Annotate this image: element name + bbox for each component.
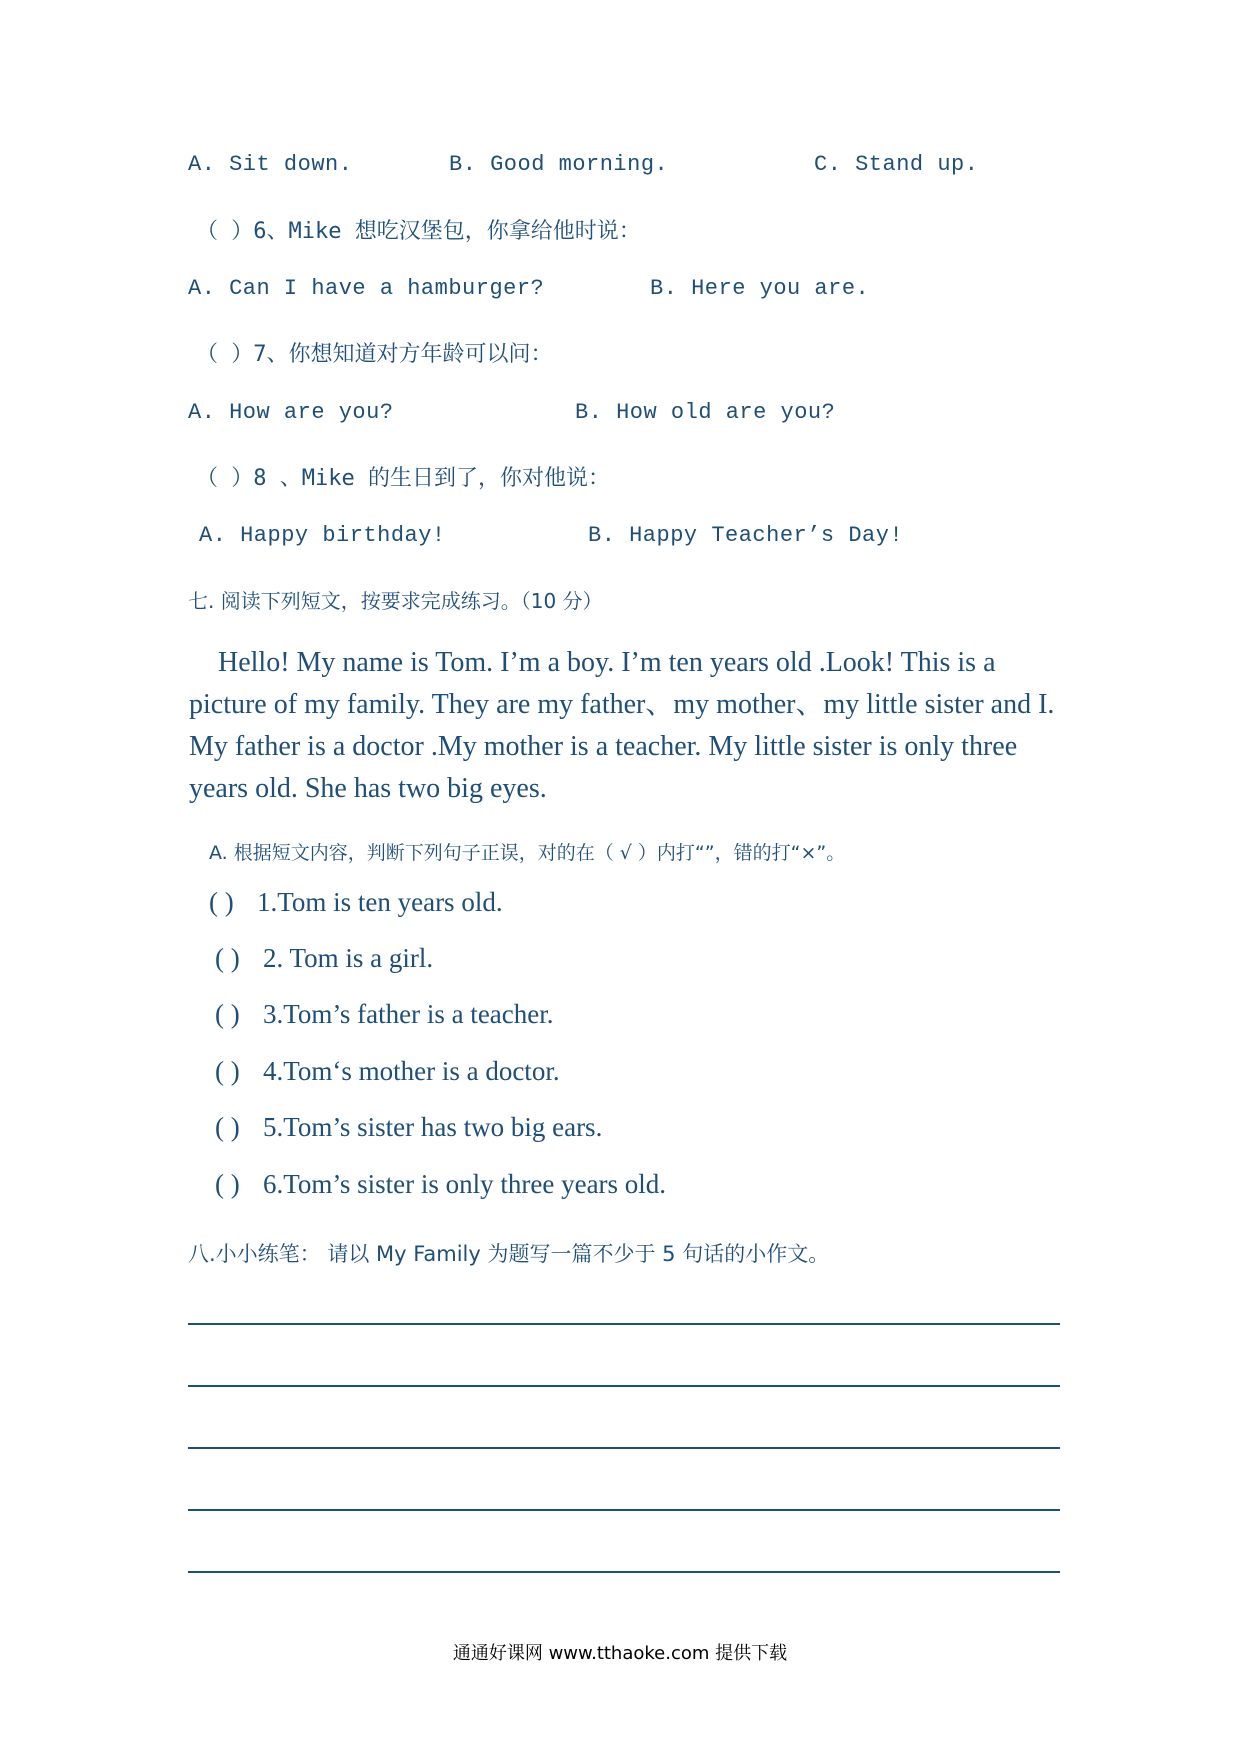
- page-footer: 通通好课网 www.tthaoke.com 提供下载: [452, 1643, 788, 1664]
- q6-option-a: A. Can I have a hamburger?: [188, 276, 545, 301]
- q5-option-c: C. Stand up.: [814, 152, 979, 177]
- tf-item-text: 2. Tom is a girl.: [263, 943, 434, 973]
- tf-item-text: 1.Tom is ten years old.: [257, 887, 503, 917]
- passage-text: Hello! My name is Tom. I’m a boy. I’m ten years old .Look! This is a picture of my family. They are my father、my mother、my little sister and I. My father is a doctor .My mother is a teacher. My little sister is only three years old. She has two big eyes.: [189, 647, 1055, 804]
- q7-prompt: （ ）7、你想知道对方年龄可以问：: [196, 342, 553, 367]
- tf-item: [215, 1112, 602, 1143]
- writing-line[interactable]: [188, 1323, 1060, 1325]
- answer-parentheses[interactable]: ( ): [215, 1056, 240, 1086]
- q5-option-a: A. Sit down.: [188, 152, 353, 177]
- q6-option-b: B. Here you are.: [650, 276, 870, 301]
- tf-item-text: 3.Tom’s father is a teacher.: [263, 999, 554, 1029]
- tf-item-text: 4.Tom‘s mother is a doctor.: [263, 1056, 560, 1086]
- tf-item: [209, 887, 503, 918]
- answer-parentheses[interactable]: ( ): [215, 1112, 240, 1142]
- q7-option-a: A. How are you?: [188, 400, 394, 425]
- tf-item: [215, 1169, 666, 1200]
- q8-option-a: A. Happy birthday!: [199, 523, 446, 548]
- tf-item: [215, 999, 554, 1030]
- tf-item: [215, 1056, 560, 1087]
- answer-parentheses[interactable]: ( ): [215, 943, 240, 973]
- section8-title: 八.小小练笔： 请以 My Family 为题写一篇不少于 5 句话的小作文。: [188, 1242, 830, 1266]
- tf-item-text: 6.Tom’s sister is only three years old.: [263, 1169, 667, 1199]
- writing-line[interactable]: [188, 1385, 1060, 1387]
- section7-title: 七. 阅读下列短文，按要求完成练习。（10 分）: [188, 589, 603, 613]
- true-false-instruction: A. 根据短文内容，判断下列句子正误，对的在（ √ ）内打“”，错的打“×”。: [209, 842, 846, 864]
- reading-passage: [189, 642, 1069, 810]
- writing-line[interactable]: [188, 1509, 1060, 1511]
- q5-option-b: B. Good morning.: [449, 152, 669, 177]
- q7-option-b: B. How old are you?: [575, 400, 836, 425]
- writing-line[interactable]: [188, 1571, 1060, 1573]
- tf-item-text: 5.Tom’s sister has two big ears.: [263, 1112, 603, 1142]
- q8-prompt: （ ）8 、Mike 的生日到了，你对他说：: [196, 466, 610, 491]
- answer-parentheses[interactable]: ( ): [215, 999, 240, 1029]
- writing-line[interactable]: [188, 1447, 1060, 1449]
- answer-parentheses[interactable]: ( ): [209, 887, 234, 917]
- answer-parentheses[interactable]: ( ): [215, 1169, 240, 1199]
- q6-prompt: （ ）6、Mike 想吃汉堡包，你拿给他时说：: [196, 219, 641, 244]
- q8-option-b: B. Happy Teacher’s Day!: [588, 523, 904, 548]
- tf-item: [215, 943, 433, 974]
